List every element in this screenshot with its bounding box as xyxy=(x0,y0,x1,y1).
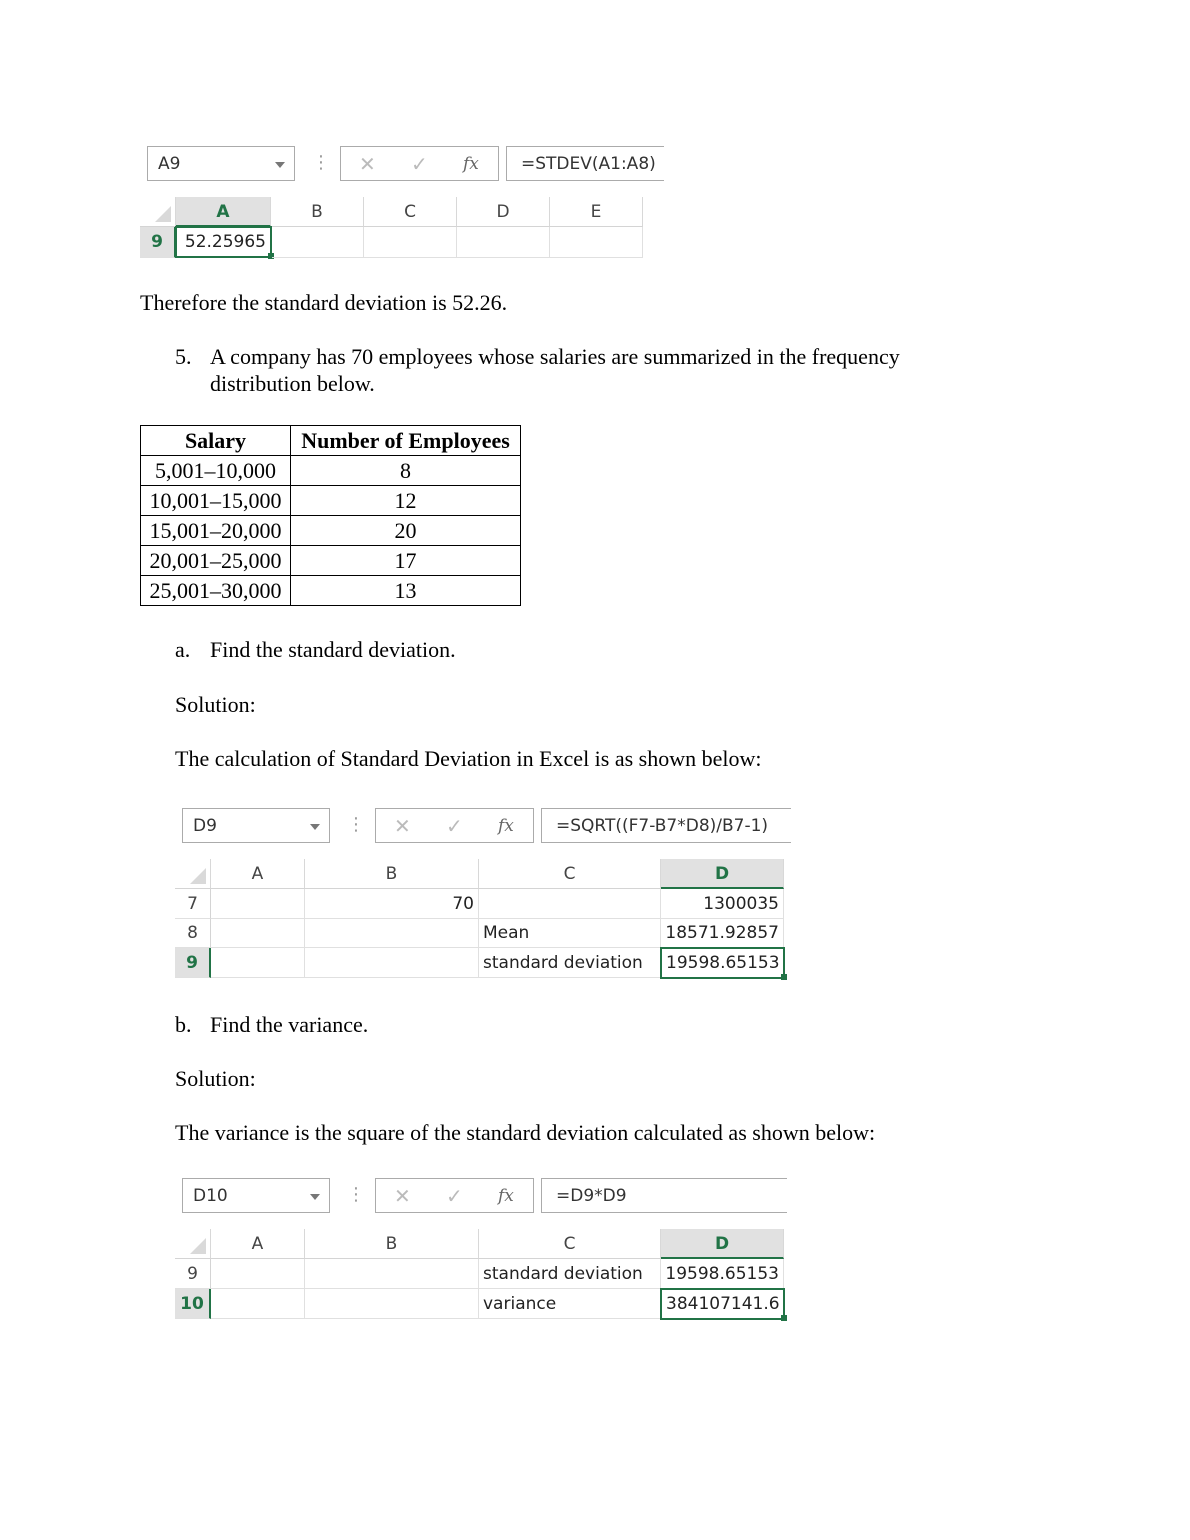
confirm-icon[interactable]: ✓ xyxy=(446,1184,463,1208)
confirm-icon[interactable]: ✓ xyxy=(446,814,463,838)
calculation-b-text: The variance is the square of the standard deviation calculated as shown below: xyxy=(175,1120,876,1145)
column-header-c[interactable]: C xyxy=(479,1229,661,1259)
column-header-e[interactable]: E xyxy=(550,197,643,227)
employee-count: 20 xyxy=(291,516,521,546)
cell-b7[interactable]: 70 xyxy=(305,889,479,919)
cell-b9[interactable] xyxy=(305,948,479,978)
excel-screenshot-stdev xyxy=(140,140,664,264)
conclusion-stdev: Therefore the standard deviation is 52.26. xyxy=(140,290,508,315)
column-header-c[interactable]: C xyxy=(479,859,661,889)
column-header-d[interactable]: D xyxy=(661,1229,784,1259)
select-all-corner[interactable] xyxy=(175,1229,211,1259)
cancel-icon[interactable]: ✕ xyxy=(394,1184,411,1208)
name-box-value: D9 xyxy=(193,816,217,836)
part-a-marker: a. xyxy=(175,637,191,662)
formula-buttons xyxy=(375,1178,534,1213)
name-box-value: A9 xyxy=(158,154,181,174)
fill-handle[interactable] xyxy=(781,974,787,980)
cell-d8[interactable]: 18571.92857 xyxy=(661,919,784,948)
question-text-line2: distribution below. xyxy=(210,371,375,396)
calculation-a-text: The calculation of Standard Deviation in Excel is as shown below: xyxy=(175,746,762,771)
column-header-a[interactable]: A xyxy=(211,1229,305,1259)
cell-c8[interactable]: Mean xyxy=(479,919,661,948)
formula-bar[interactable] xyxy=(541,1178,787,1213)
table-header-row xyxy=(141,426,521,456)
column-header-d[interactable]: D xyxy=(457,197,550,227)
cell-a10[interactable] xyxy=(211,1289,305,1319)
column-header-b[interactable]: B xyxy=(305,1229,479,1259)
excel-screenshot-stdev-grouped xyxy=(175,802,791,984)
cell-d9[interactable] xyxy=(457,227,550,258)
row-header-9[interactable]: 9 xyxy=(175,948,211,978)
cell-b9[interactable] xyxy=(272,227,364,258)
cell-d7[interactable]: 1300035 xyxy=(661,889,784,919)
formula-buttons xyxy=(340,146,499,181)
table-row xyxy=(141,456,521,486)
cell-c10[interactable]: variance xyxy=(479,1289,661,1319)
column-header-d[interactable]: D xyxy=(661,859,784,889)
employee-count: 8 xyxy=(291,456,521,486)
confirm-icon[interactable]: ✓ xyxy=(411,152,428,176)
question-text-line1: A company has 70 employees whose salaries are summarized in the frequency xyxy=(210,344,900,369)
formula-bar[interactable] xyxy=(541,808,791,843)
solution-b-label: Solution: xyxy=(175,1066,256,1091)
excel-screenshot-variance xyxy=(175,1172,787,1324)
cell-d9[interactable]: 19598.65153 xyxy=(661,1259,784,1289)
salary-range: 10,001–15,000 xyxy=(141,486,291,516)
name-box[interactable] xyxy=(182,1178,330,1213)
row-header-10[interactable]: 10 xyxy=(175,1289,211,1319)
part-a-text: Find the standard deviation. xyxy=(210,637,456,662)
more-options-icon: ⋮ xyxy=(312,152,330,173)
cell-d10[interactable]: 384107141.6 xyxy=(660,1288,785,1320)
row-header-9[interactable]: 9 xyxy=(175,1259,211,1289)
select-all-corner[interactable] xyxy=(175,859,211,889)
solution-a-label: Solution: xyxy=(175,692,256,717)
cell-d9[interactable]: 19598.65153 xyxy=(660,947,785,979)
salary-range: 20,001–25,000 xyxy=(141,546,291,576)
formula-text: =STDEV(A1:A8) xyxy=(521,154,656,174)
column-header-a[interactable]: A xyxy=(211,859,305,889)
cell-c9[interactable]: standard deviation xyxy=(479,1259,661,1289)
row-header-9[interactable]: 9 xyxy=(140,227,176,258)
part-b-text: Find the variance. xyxy=(210,1012,369,1037)
column-header-b[interactable]: B xyxy=(305,859,479,889)
name-box[interactable] xyxy=(147,146,295,181)
row-header-8[interactable]: 8 xyxy=(175,919,211,948)
cell-b10[interactable] xyxy=(305,1289,479,1319)
function-icon[interactable]: fx xyxy=(498,816,514,836)
name-box[interactable] xyxy=(182,808,330,843)
salary-range: 25,001–30,000 xyxy=(141,576,291,606)
chevron-down-icon[interactable] xyxy=(310,1194,320,1200)
cell-a9[interactable] xyxy=(211,948,305,978)
formula-bar[interactable] xyxy=(506,146,664,181)
cell-c9[interactable] xyxy=(364,227,457,258)
cell-c7[interactable] xyxy=(479,889,661,919)
table-row xyxy=(141,486,521,516)
header-salary: Salary xyxy=(141,426,291,456)
employee-count: 17 xyxy=(291,546,521,576)
salary-range: 15,001–20,000 xyxy=(141,516,291,546)
chevron-down-icon[interactable] xyxy=(275,162,285,168)
cell-c9[interactable]: standard deviation xyxy=(479,948,661,978)
cell-a9[interactable]: 52.25965 xyxy=(175,226,272,258)
formula-text: =SQRT((F7-B7*D8)/B7-1) xyxy=(556,816,769,836)
cell-b9[interactable] xyxy=(305,1259,479,1289)
fill-handle[interactable] xyxy=(781,1315,787,1321)
header-employees: Number of Employees xyxy=(291,426,521,456)
formula-buttons xyxy=(375,808,534,843)
cell-a8[interactable] xyxy=(211,919,305,948)
function-icon[interactable]: fx xyxy=(463,154,479,174)
part-b-marker: b. xyxy=(175,1012,192,1037)
select-all-corner[interactable] xyxy=(140,197,176,227)
employee-count: 13 xyxy=(291,576,521,606)
cell-a9[interactable] xyxy=(211,1259,305,1289)
name-box-value: D10 xyxy=(193,1186,228,1206)
question-number: 5. xyxy=(175,344,192,369)
cancel-icon[interactable]: ✕ xyxy=(359,152,376,176)
column-header-b[interactable]: B xyxy=(271,197,364,227)
table-row xyxy=(141,546,521,576)
employee-count: 12 xyxy=(291,486,521,516)
chevron-down-icon[interactable] xyxy=(310,824,320,830)
cell-b8[interactable] xyxy=(305,919,479,948)
more-options-icon: ⋮ xyxy=(347,814,365,835)
row-header-7[interactable]: 7 xyxy=(175,889,211,919)
more-options-icon: ⋮ xyxy=(347,1184,365,1205)
table-row xyxy=(141,516,521,546)
cell-a7[interactable] xyxy=(211,889,305,919)
salary-frequency-table xyxy=(140,425,521,606)
salary-range: 5,001–10,000 xyxy=(141,456,291,486)
column-header-c[interactable]: C xyxy=(364,197,457,227)
cancel-icon[interactable]: ✕ xyxy=(394,814,411,838)
function-icon[interactable]: fx xyxy=(498,1186,514,1206)
cell-e9[interactable] xyxy=(550,227,643,258)
formula-text: =D9*D9 xyxy=(556,1186,627,1206)
column-header-a[interactable]: A xyxy=(176,197,271,227)
table-row xyxy=(141,576,521,606)
